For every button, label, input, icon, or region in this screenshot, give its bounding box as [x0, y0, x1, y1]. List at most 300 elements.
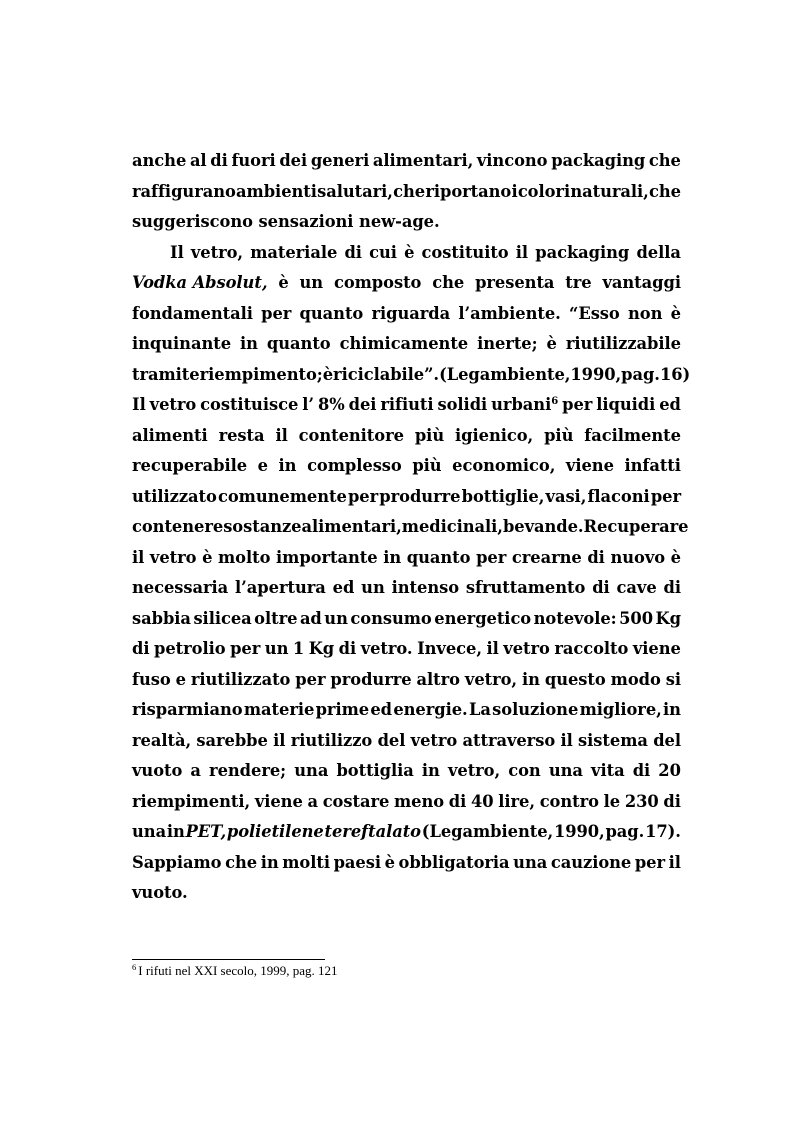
- word-text: facilmente: [584, 425, 681, 445]
- word-text: una: [548, 761, 583, 780]
- word: [191, 238, 243, 269]
- word-text: è: [404, 242, 415, 262]
- word-text: materie: [243, 700, 315, 719]
- word: [633, 756, 650, 787]
- word: [344, 238, 361, 269]
- word-text: riempimento;: [199, 364, 323, 384]
- word: [191, 665, 291, 696]
- word-text: attraverso: [462, 730, 556, 750]
- text-line: [132, 238, 681, 269]
- word: [604, 787, 620, 818]
- word: [240, 329, 258, 360]
- word: [663, 695, 681, 726]
- word: [591, 756, 625, 787]
- word-text: l’ambiente.: [458, 303, 561, 323]
- word-text: di: [592, 578, 610, 597]
- word-text: di: [587, 547, 605, 567]
- word: [569, 299, 620, 330]
- word-text: nuovo: [610, 547, 666, 567]
- word: [132, 787, 250, 818]
- word: [651, 482, 681, 513]
- word-text: risparmiano: [132, 700, 243, 719]
- word-text: che: [432, 273, 465, 292]
- word: [452, 451, 555, 482]
- word: [658, 756, 681, 787]
- word-text: è: [202, 547, 213, 567]
- word-text: quanto: [299, 303, 364, 323]
- word-text: raffigurano: [132, 181, 236, 201]
- word: [671, 543, 681, 574]
- word-text: solidi: [437, 395, 488, 414]
- word: [307, 787, 318, 818]
- word-text: tereftalato: [324, 822, 421, 841]
- word-text: per: [261, 303, 292, 323]
- word: [295, 665, 325, 696]
- word-text: cui: [369, 242, 397, 262]
- word: [449, 787, 466, 818]
- word: [522, 665, 540, 696]
- word: [503, 634, 550, 665]
- word-text: soluzione: [492, 700, 579, 719]
- word-text: di: [344, 242, 362, 262]
- word-text: un: [361, 578, 385, 597]
- footnote-separator: [132, 959, 325, 960]
- word: [348, 482, 378, 513]
- word: [223, 512, 301, 543]
- word: [333, 360, 439, 391]
- text-line: [132, 482, 681, 513]
- word: [547, 329, 557, 360]
- word-text: e: [257, 456, 268, 475]
- word-text: riutilizzabile: [565, 334, 681, 353]
- body-paragraphs: [132, 146, 691, 909]
- word-text: ed: [659, 395, 681, 414]
- word-text: più: [544, 425, 574, 445]
- word-text: Il: [132, 395, 146, 414]
- word: [535, 238, 629, 269]
- word: [196, 726, 267, 757]
- word-text: in: [663, 700, 681, 719]
- word: [244, 695, 314, 726]
- text-line: [132, 573, 681, 604]
- word-text: paesi: [333, 852, 381, 872]
- word: [279, 146, 307, 177]
- word-text: (Legambiente,: [439, 364, 571, 384]
- word-text: resta: [218, 425, 265, 445]
- word: [227, 817, 324, 848]
- word: [621, 360, 660, 391]
- word: [466, 573, 585, 604]
- word-text: è: [384, 852, 395, 872]
- word: [566, 329, 681, 360]
- word-text: tre: [565, 273, 592, 292]
- word-text: cauzione: [550, 852, 632, 872]
- word-text: anche: [132, 151, 187, 170]
- word-text: le: [603, 791, 621, 811]
- word: [132, 817, 166, 848]
- word: [475, 268, 554, 299]
- word-text: un: [324, 608, 348, 628]
- word: [154, 634, 226, 665]
- word: [225, 848, 257, 879]
- word: [370, 695, 392, 726]
- word-text: non: [627, 303, 663, 323]
- word: [210, 146, 227, 177]
- word-text: Recuperare: [583, 517, 689, 536]
- word: [551, 848, 631, 879]
- word-text: di: [132, 639, 150, 658]
- text-line: [132, 299, 681, 330]
- word-text: 1990,: [553, 822, 605, 841]
- word-text: vetro: [149, 395, 197, 414]
- text-line: [132, 695, 681, 726]
- word: [415, 421, 444, 452]
- word-text: riutilizzato: [190, 669, 291, 689]
- word-text: per: [230, 639, 261, 658]
- word: [633, 634, 681, 665]
- word-text: intenso: [391, 578, 460, 597]
- word: [132, 512, 223, 543]
- word-text: consumo: [350, 608, 432, 628]
- word: [300, 268, 324, 299]
- word: [580, 695, 662, 726]
- word-text: vetro,: [447, 761, 501, 780]
- word-text: generi: [310, 151, 370, 170]
- word: [291, 726, 373, 757]
- word: [193, 604, 251, 635]
- word: [380, 390, 433, 421]
- word: [273, 726, 285, 757]
- word: [349, 390, 377, 421]
- word: [132, 360, 200, 391]
- word-text: 16): [659, 364, 691, 384]
- word-text: Sappiamo: [132, 852, 222, 872]
- word-text: questo: [544, 669, 606, 689]
- word: [411, 726, 458, 757]
- word: [200, 390, 298, 421]
- word-text: alimenti: [132, 425, 208, 445]
- word-text: liquidi: [596, 395, 656, 414]
- text-line: [132, 207, 681, 238]
- word-text: un: [264, 639, 289, 658]
- word: [565, 268, 591, 299]
- word: [584, 421, 681, 452]
- word: [653, 726, 681, 757]
- word-text: La: [468, 700, 491, 719]
- word: [150, 543, 197, 574]
- word: [534, 604, 617, 635]
- word: [236, 177, 317, 208]
- word-text: della: [636, 242, 681, 262]
- word-text: PET,: [185, 822, 227, 841]
- word: [258, 451, 268, 482]
- word: [323, 360, 333, 391]
- word-text: medicinali,: [401, 517, 503, 536]
- word: [476, 543, 506, 574]
- word-text: per: [476, 547, 507, 567]
- text-line: [132, 787, 681, 818]
- word-text: vetro: [410, 730, 458, 750]
- word: [255, 787, 303, 818]
- word-text: pag.: [621, 364, 660, 384]
- word: [469, 695, 491, 726]
- word-text: Kg: [655, 608, 681, 628]
- footnote-text: I rifuti nel XXI secolo, 1999, pag. 121: [138, 963, 338, 978]
- word-text: vincono: [476, 151, 548, 170]
- word-text: di: [448, 791, 467, 811]
- word: [465, 665, 517, 696]
- word-text: fondamentali: [132, 303, 253, 323]
- word: [324, 604, 348, 635]
- word: [663, 787, 680, 818]
- word-text: per: [562, 395, 593, 414]
- word: [570, 360, 621, 391]
- word-text: costare: [322, 791, 390, 811]
- word: [261, 299, 291, 330]
- word: [235, 573, 326, 604]
- word-text: alimentari,: [301, 517, 402, 536]
- word-text: viene: [254, 791, 303, 811]
- word: [392, 573, 459, 604]
- line-text: vuoto.: [132, 883, 188, 902]
- word: [432, 268, 464, 299]
- word-text: flaconi: [587, 486, 650, 506]
- word: [218, 543, 270, 574]
- word-text: packaging: [535, 242, 630, 262]
- word-text: che: [393, 181, 426, 201]
- word-text: di: [663, 791, 681, 811]
- word: [425, 177, 511, 208]
- word: [302, 390, 314, 421]
- word-text: polietilene: [226, 822, 324, 841]
- word-text: costituito: [421, 242, 509, 262]
- word-text: recuperabile: [132, 456, 248, 475]
- word: [649, 146, 681, 177]
- word: [378, 726, 406, 757]
- word: [230, 634, 260, 665]
- word-text: in: [278, 456, 297, 475]
- word: [176, 665, 186, 696]
- word-text: fuso: [132, 669, 171, 689]
- word-text: che: [648, 151, 681, 170]
- word: [393, 177, 425, 208]
- word: [325, 817, 421, 848]
- word-text: chimicamente: [339, 334, 469, 353]
- word: [383, 543, 401, 574]
- word: [498, 787, 535, 818]
- word: [379, 482, 460, 513]
- word: [540, 787, 599, 818]
- text-line: [132, 543, 681, 574]
- word-text: vetro,: [190, 242, 244, 262]
- word-text: urbani: [491, 395, 552, 414]
- word-text: è: [670, 547, 681, 567]
- word-text: tramite: [132, 364, 200, 384]
- word-text: viene: [565, 456, 614, 475]
- word-text: sostanze: [223, 517, 302, 536]
- text-line: [132, 421, 681, 452]
- word: [486, 634, 498, 665]
- word-text: alimentari,: [372, 151, 474, 170]
- word-text: più: [414, 425, 445, 445]
- word: [132, 848, 222, 879]
- word: [412, 451, 441, 482]
- word: [250, 238, 337, 269]
- word: [625, 787, 659, 818]
- word: [132, 695, 243, 726]
- text-line: [132, 268, 681, 299]
- text-line: [132, 390, 681, 421]
- word-text: migliore,: [579, 700, 662, 719]
- word: [617, 573, 657, 604]
- word: [202, 543, 212, 574]
- word-text: una: [132, 822, 167, 841]
- word-text: materiale: [250, 242, 338, 262]
- word: [200, 360, 323, 391]
- word-text: (Legambiente,: [421, 822, 554, 841]
- word-text: riutilizzo: [290, 730, 373, 750]
- word-text: notevole:: [533, 608, 617, 628]
- word-text: 1: [292, 639, 305, 658]
- word-text: riempimenti,: [132, 791, 251, 811]
- word-text: molti: [282, 852, 330, 872]
- word-text: 8%: [317, 395, 345, 414]
- word: [570, 177, 648, 208]
- word-text: necessaria: [132, 578, 229, 597]
- word: [132, 482, 217, 513]
- word: [584, 512, 689, 543]
- word-text: igienico,: [455, 425, 534, 445]
- word-text: rifiuti: [380, 395, 434, 414]
- word: [282, 848, 330, 879]
- word-text: ambienti: [236, 181, 317, 201]
- word-text: in: [166, 822, 185, 841]
- word: [587, 543, 604, 574]
- word-text: per: [634, 852, 666, 872]
- word-text: una: [294, 761, 329, 780]
- word-text: economico,: [452, 456, 556, 475]
- word: [275, 421, 287, 452]
- word: [186, 817, 226, 848]
- word: [373, 146, 473, 177]
- word-text: crearne: [511, 547, 582, 567]
- word: [551, 146, 645, 177]
- word-text: ed: [332, 578, 355, 597]
- word-text: in: [421, 761, 440, 780]
- word-text: prime: [315, 700, 370, 719]
- word-text: contenere: [132, 517, 224, 536]
- word: [471, 787, 494, 818]
- word: [132, 421, 208, 452]
- word: [455, 421, 533, 452]
- word-text: il: [668, 852, 681, 872]
- word: [361, 634, 413, 665]
- word: [334, 848, 381, 879]
- word-text: in: [522, 669, 540, 689]
- word: [323, 787, 390, 818]
- word-text: produrre: [330, 669, 412, 689]
- word: [545, 665, 606, 696]
- word-text: il: [132, 547, 145, 567]
- word-text: del: [653, 730, 681, 750]
- word: [302, 512, 402, 543]
- word: [231, 146, 275, 177]
- word: [317, 177, 393, 208]
- word: [448, 756, 500, 787]
- word: [279, 451, 297, 482]
- word-text: è: [546, 334, 557, 353]
- text-line: [132, 634, 681, 665]
- word-text: a: [307, 791, 318, 811]
- word-text: che: [649, 181, 681, 201]
- word: [666, 665, 681, 696]
- word-text: Invece,: [417, 639, 482, 658]
- word-text: è: [278, 273, 289, 292]
- word: [132, 573, 228, 604]
- word-text: a: [190, 761, 201, 780]
- word-text: sfruttamento: [465, 578, 586, 597]
- word: [516, 238, 528, 269]
- word-text: con: [508, 761, 541, 780]
- word: [190, 756, 201, 787]
- word: [311, 146, 369, 177]
- word: [611, 665, 661, 696]
- word-text: ed: [370, 700, 393, 719]
- word-text: modo: [610, 669, 661, 689]
- word-text: comunemente: [218, 486, 347, 506]
- word-text: Kg: [308, 639, 335, 658]
- word: [278, 268, 288, 299]
- word: [300, 604, 322, 635]
- word-text: contenitore: [298, 425, 404, 445]
- word-text: è: [670, 303, 681, 323]
- word: [518, 177, 570, 208]
- word: [645, 817, 681, 848]
- word-text: più: [412, 456, 442, 475]
- word-text: il: [275, 425, 288, 445]
- word: [369, 238, 397, 269]
- word: [132, 299, 253, 330]
- word-text: sarebbe: [196, 730, 268, 750]
- line-text: suggeriscono sensazioni new-age.: [132, 212, 440, 231]
- word: [503, 512, 584, 543]
- text-line: [132, 665, 681, 696]
- word-text: inerte;: [477, 334, 538, 353]
- word-text: rendere;: [209, 761, 287, 780]
- word: [318, 390, 345, 421]
- word: [462, 482, 545, 513]
- word: [422, 756, 440, 787]
- word: [276, 543, 378, 574]
- word-text: petrolio: [154, 639, 226, 658]
- word-text: il: [273, 730, 286, 750]
- word: [592, 573, 609, 604]
- word: [132, 604, 191, 635]
- word-text: una: [513, 852, 548, 872]
- word: [417, 634, 482, 665]
- text-line: [132, 146, 681, 177]
- word: [624, 451, 680, 482]
- word: [132, 543, 144, 574]
- text-line: [132, 848, 681, 879]
- word: [150, 390, 197, 421]
- word: [293, 634, 304, 665]
- word: [299, 421, 404, 452]
- word: [664, 573, 681, 604]
- word: [492, 695, 578, 726]
- word-text: il: [515, 242, 529, 262]
- word-text: realtà,: [132, 730, 192, 750]
